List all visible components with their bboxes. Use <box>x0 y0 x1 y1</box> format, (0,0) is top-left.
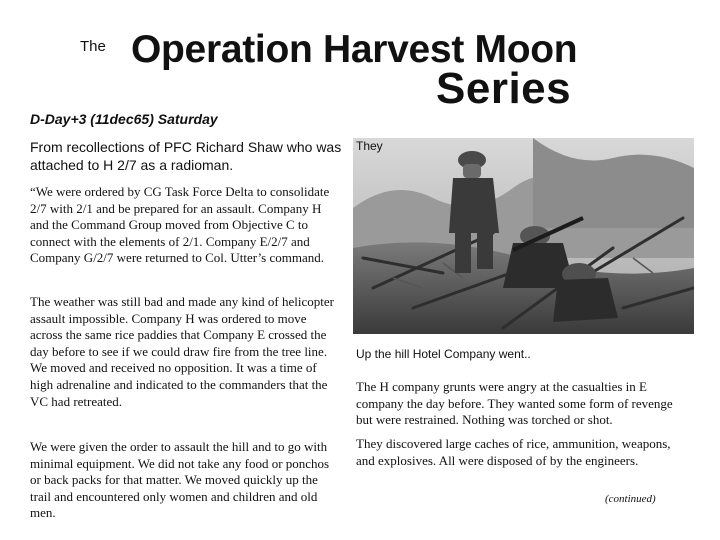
left-paragraph-1: “We were ordered by CG Task Force Delta to consolidate 2/7 with 2/1 and be prepared for an assault. Company H and the Command Group moved from Objective C to connect with the elements of 2/1. Company E/2/7 and Company G/2/7 were returned to Col. Utter’s command. <box>30 184 330 266</box>
continued-note: (continued) <box>605 493 656 505</box>
the-label: The <box>80 38 106 55</box>
series-label: Series <box>436 64 572 113</box>
right-paragraph-2: They discovered large caches of rice, ammunition, weapons, and explosives. All were disposed of by the engineers. <box>356 436 671 468</box>
right-paragraph-1: The H company grunts were angry at the casualties in E company the day before. They wanted some form of revenge but were restrained. Nothing was torched or shot. <box>356 379 673 428</box>
photo-caption: Up the hill Hotel Company went.. <box>356 347 531 361</box>
left-paragraph-3: We were given the order to assault the hill and to go with minimal equipment. We did not take any food or ponchos or back packs for that matter. We moved quickly up the trail and encountered only women and children and old men. <box>30 439 330 521</box>
page-title: Operation Harvest Moon <box>131 28 578 71</box>
photo-caption-top: They <box>356 139 383 153</box>
date-line: D-Day+3 (11dec65) Saturday <box>30 111 218 127</box>
intro-text: From recollections of PFC Richard Shaw who was attached to H 2/7 as a radioman. <box>30 139 342 173</box>
left-paragraph-2: The weather was still bad and made any kind of helicopter assault impossible. Company H was ordered to move across the same rice paddies that Company E crossed the day before to see if we could draw fire from the tree line. We moved and received no opposition. It was a time of high adrenaline and indicated to the commanders that the VC had retreated. <box>30 294 334 409</box>
photo-illustration <box>353 138 694 334</box>
marines-photo <box>353 138 694 334</box>
